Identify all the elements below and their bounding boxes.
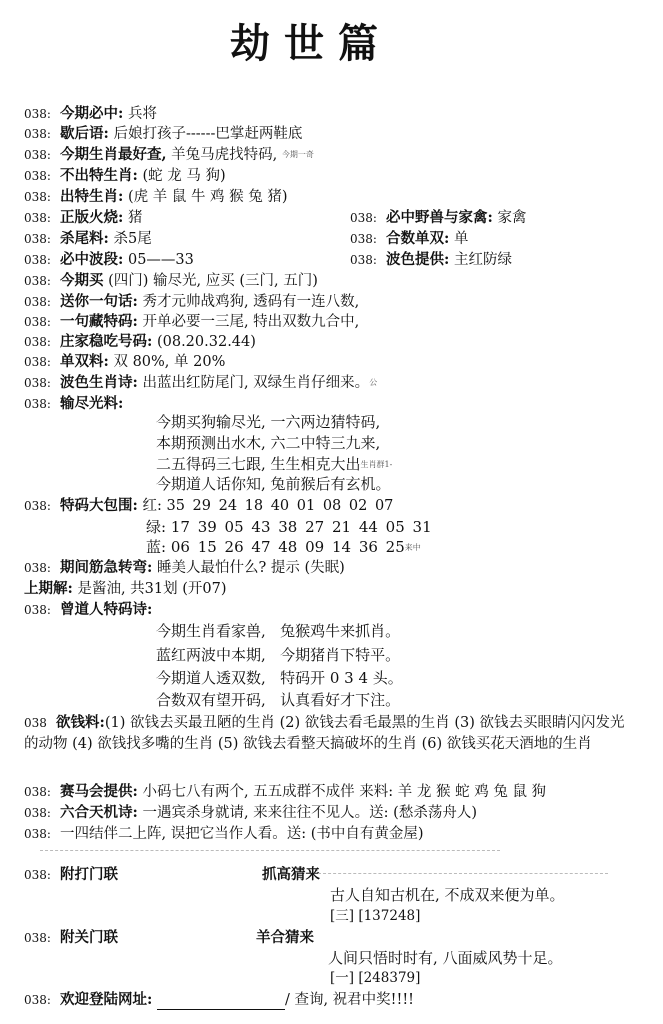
desire-text: (1) 欲钱去买最丑陋的生肖 (2) 欲钱去看毛最黑的生肖 (3) 欲钱去买眼睛闪闪发光的动物 (4) 欲钱找多嘴的生肖 (5) 欲钱去看整天搞破坏的生肖 (6) 欲钱买花天酒地的生肖 [24,715,625,752]
row-label: 欢迎登陆网址: [60,991,153,1008]
faint-mark: 公 [369,378,378,387]
row-value: 睡美人最怕什么? 提示 (失眠) [156,560,345,576]
row-label: 上期解: [24,580,73,597]
row-value: 05——33 [127,252,194,268]
row-lose-all [24,394,655,414]
faint-mark: 来中 [404,543,421,552]
issue-number: 038: [24,148,51,162]
row-odd-even [24,352,655,372]
issue-number: 038 [24,716,47,730]
red-label: 红: [142,498,162,514]
row-label: 单双料: [60,353,109,370]
issue-number: 038: [24,315,51,329]
row-value: 主红防绿 [453,252,512,268]
row-label: 波色生肖诗: [60,374,138,391]
special-red-row [24,496,655,516]
issue-number: 038: [24,190,51,204]
row-label: 期间筋急转弯: [60,559,153,576]
row-jockey-club [24,782,655,802]
row-value: 单 [453,231,469,247]
issue-number: 038: [350,232,377,246]
row-value: 一遇宾杀身就请, 来来往往不见人。送: (愁杀荡舟人) [142,805,477,821]
poem-line: 今期买狗输尽光, 一六两边猜特码, [156,413,381,431]
row-label: 六合天机诗: [60,804,138,821]
issue-number: 038: [24,107,51,121]
row-value: 一四结伴二上阵, 误把它当作人看。送: (书中自有黄金屋) [60,826,424,842]
row-label: 杀尾料: [60,230,109,247]
issue-number: 038: [24,931,51,945]
row-two-col-3 [24,250,655,270]
row-value: 羊兔马虎找特码, [171,147,278,163]
green-label: 绿: [146,518,167,536]
row-label: 欲钱料: [56,714,105,731]
footer [24,990,655,1010]
blue-label: 蓝: [146,538,167,556]
issue-number: 038: [24,295,51,309]
url-blank [157,995,285,1010]
row-color-poem [24,373,655,393]
row-hidden-code [24,312,655,332]
row-label: 波色提供: [386,251,450,268]
row-value: 后娘打孩子------巴掌赶两鞋底 [113,126,303,142]
row-taoist [24,600,655,620]
row-two-col-1 [24,208,655,228]
row-slang [24,124,655,144]
row-value: 小码七八有两个, 五五成群不成伴 来料: 羊 龙 猴 蛇 鸡 兔 鼠 狗 [142,784,547,800]
poem-line: 本期预测出水木, 六二中特三九来, [156,434,381,452]
row-value: (四门) 输尽光, 应买 (三门, 五门) [108,273,318,289]
row-label: 不出特生肖: [60,167,138,184]
row-value: 是酱油, 共31划 (开07) [77,581,227,597]
row-buy [24,271,655,291]
issue-number: 038: [24,274,51,288]
row-label: 必中波段: [60,251,124,268]
poem-line: 今期道人透双数, 特码开 0 3 4 头。 [156,669,403,687]
issue-number: 038: [24,355,51,369]
issue-number: 038: [350,211,377,225]
couplet-1-line: 古人自知古机在, 不成双来便为单。 [330,886,565,904]
issue-number: 038: [24,499,51,513]
couplet-2-code: [一] [248379] [330,970,421,986]
row-value: (08.20.32.44) [156,334,256,350]
issue-number: 038: [24,127,51,141]
poem-line: 蓝红两波中本期, 今期猪肖下特平。 [156,646,401,664]
row-value: 出蓝出红防尾门, 双绿生肖仔细来。 [142,375,370,391]
row-value: (蛇 龙 马 狗) [142,168,226,184]
row-two-col-2 [24,229,655,249]
couplet-hint: 羊合猜来 [256,929,314,946]
row-label: 合数单双: [386,230,450,247]
issue-number: 038: [24,561,51,575]
row-saying [24,292,655,312]
issue-number: 038: [24,397,51,411]
row-label: 出特生肖: [60,188,124,205]
red-numbers: 35 29 24 18 40 01 08 02 07 [166,498,394,514]
issue-number: 038: [24,806,51,820]
row-label: 附打门联 [60,866,118,883]
row-zodiac-check [24,145,655,165]
issue-number: 038: [24,232,51,246]
row-label: 附关门联 [60,929,118,946]
row-value: 查询, 祝君中奖!!!! [294,992,414,1008]
row-label: 今期买 [60,272,104,289]
special-blue-row [146,537,421,558]
row-last-answer [24,579,655,599]
row-label: 特码大包围: [60,497,138,514]
issue-number: 038: [24,335,51,349]
faint-mark: 生肖群1- [360,460,393,469]
issue-number: 038: [24,993,51,1007]
row-value: (虎 羊 鼠 牛 鸡 猴 兔 猪) [127,189,288,205]
special-green-row [146,517,432,537]
blue-numbers: 06 15 26 47 48 09 14 36 25 [170,538,405,556]
faint-mark: 今期一奇 [281,150,314,159]
row-not-special [24,166,655,186]
issue-number: 038: [24,785,51,799]
row-six-poem [24,803,655,823]
issue-number: 038: [24,211,51,225]
row-label: 歇后语: [60,125,109,142]
row-value: 杀5尾 [113,231,152,247]
row-label: 一句藏特码: [60,313,138,330]
row-value: 开单必要一三尾, 特出双数九合中, [142,314,360,330]
issue-number: 038: [24,169,51,183]
couplet-2-header [24,928,655,948]
row-label: 曾道人特码诗: [60,601,153,618]
issue-number: 038: [24,603,51,617]
green-numbers: 17 39 05 43 38 27 21 44 05 31 [170,518,432,536]
desire-paragraph [24,712,634,755]
divider [318,873,608,874]
row-label: 输尽光料: [60,395,124,412]
row-value: 猪 [127,210,143,226]
poem-line: 今期道人话你知, 兔前猴后有玄机。 [156,475,391,493]
row-banker-numbers [24,332,655,352]
row-special-zodiac [24,187,655,207]
issue-number: 038: [24,253,51,267]
row-must-hit [24,104,655,124]
page-title: 劫世篇 [230,20,392,67]
url-slash: / [284,992,290,1008]
row-one-line [24,824,655,844]
couplet-2-line: 人间只悟时时有, 八面威风势十足。 [328,949,563,967]
poem-text: 二五得码三七跟, 生生相克大出 [156,455,361,473]
poem-line: 合数双有望开码, 认真看好才下注。 [156,691,401,709]
row-label: 赛马会提供: [60,783,138,800]
row-value: 双 80%, 单 20% [113,354,226,370]
couplet-1-code: [三] [137248] [330,908,421,924]
poem-line: 今期生肖看家兽, 兔猴鸡牛来抓肖。 [156,622,401,640]
row-value: 秀才元帅战鸡狗, 透码有一连八数, [142,294,360,310]
issue-number: 038: [24,868,51,882]
row-label: 正版火烧: [60,209,124,226]
row-riddle [24,558,655,578]
row-label: 送你一句话: [60,293,138,310]
couplet-1-header [24,865,655,885]
couplet-hint: 抓高猜来 [262,866,320,883]
issue-number: 038: [24,376,51,390]
issue-number: 038: [350,253,377,267]
row-value: 家禽 [497,210,527,226]
issue-number: 038: [24,827,51,841]
row-label: 庄家稳吃号码: [60,333,153,350]
poem-line [156,454,392,475]
row-label: 今期必中: [60,105,124,122]
divider [40,850,500,851]
row-label: 必中野兽与家禽: [386,209,493,226]
row-label: 今期生肖最好查, [60,146,167,163]
row-value: 兵将 [127,106,157,122]
